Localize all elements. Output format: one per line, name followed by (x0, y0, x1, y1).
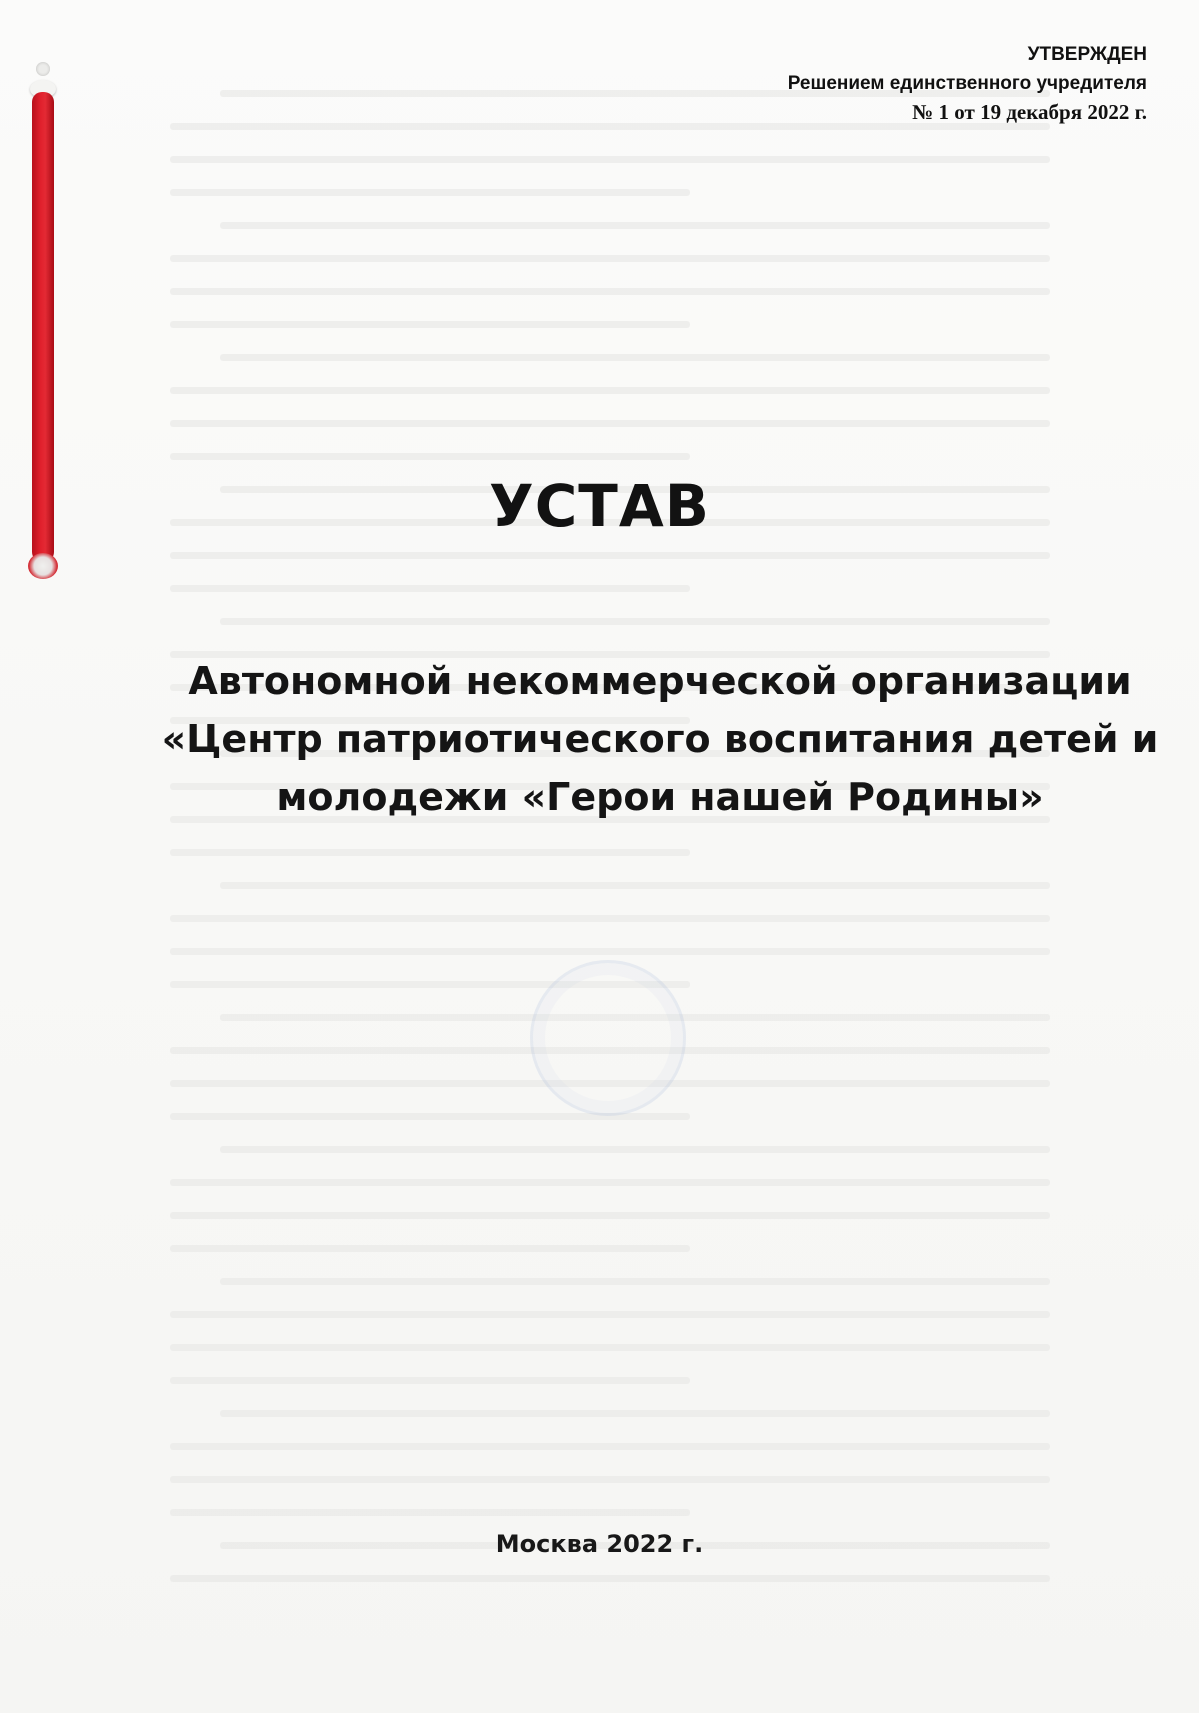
bleed-line (170, 1377, 690, 1384)
bleed-line (170, 1311, 1050, 1318)
bleed-line (170, 453, 690, 460)
approval-decision: Решением единственного учредителя (787, 73, 1147, 94)
bleed-line (170, 156, 1050, 163)
bleed-line (170, 1245, 690, 1252)
bleed-line (170, 1575, 1050, 1582)
document-title: УСТАВ (489, 472, 710, 540)
bleed-line (170, 288, 1050, 295)
bleed-line (170, 1344, 1050, 1351)
bleed-line (220, 354, 1050, 361)
bleed-line (220, 882, 1050, 889)
bleed-line (170, 915, 1050, 922)
bleed-line (170, 387, 1050, 394)
approval-block (788, 40, 1147, 127)
bleed-through-text (170, 40, 1150, 1640)
bleed-line (170, 189, 690, 196)
faint-seal-stamp (530, 960, 686, 1116)
bleed-line (170, 1179, 1050, 1186)
bleed-line (170, 420, 1050, 427)
bleed-line (170, 849, 690, 856)
bleed-line (170, 321, 690, 328)
place-and-year: Москва 2022 г. (495, 1530, 704, 1558)
bleed-line (170, 552, 1050, 559)
bleed-line (170, 255, 1050, 262)
approval-number-date: № 1 от 19 декабря 2022 г. (912, 100, 1147, 124)
bleed-line (170, 1476, 1050, 1483)
bleed-line (220, 222, 1050, 229)
bleed-line (170, 1212, 1050, 1219)
bleed-line (220, 1278, 1050, 1285)
organization-name: Автономной некоммерческой организации «Центр патриотического воспитания детей и молодежи «Герои нашей Родины» (161, 659, 1159, 819)
binding-hole (36, 62, 50, 76)
bleed-line (170, 948, 1050, 955)
bleed-line (170, 1443, 1050, 1450)
bleed-line (220, 1146, 1050, 1153)
binding-cord-knot (28, 553, 58, 579)
bleed-line (170, 585, 690, 592)
bleed-line (220, 618, 1050, 625)
approval-heading: УТВЕРЖДЕН (1027, 44, 1147, 65)
bleed-line (220, 1410, 1050, 1417)
bleed-line (170, 1509, 690, 1516)
